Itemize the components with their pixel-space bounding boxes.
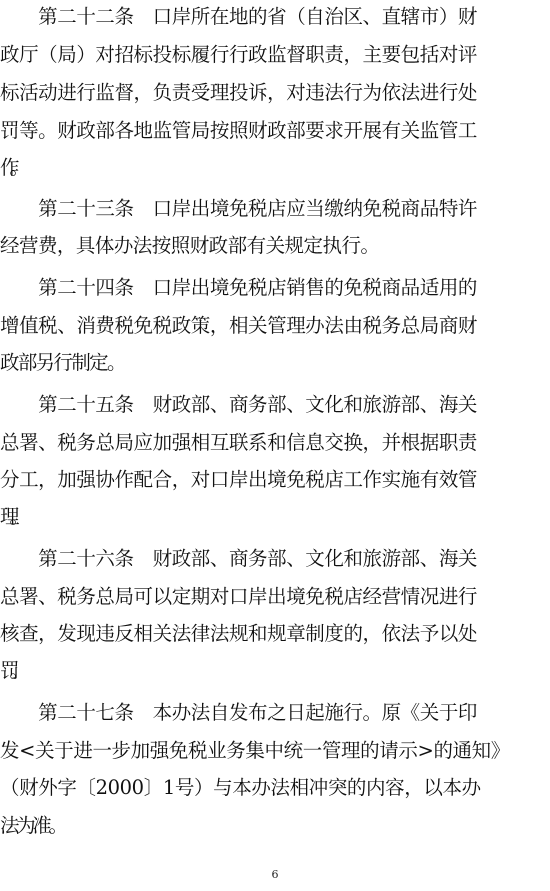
article-22-line-1: 第二十二条 口岸所在地的省（自治区、直辖市）财: [0, 5, 478, 28]
article-25-line-2: 总署、税务总局应加强相互联系和信息交换，并根据职责: [0, 431, 478, 454]
article-26-line-2: 总署、税务总局可以定期对口岸出境免税店经营情况进行: [0, 585, 478, 608]
article-26-line-4: 罚。: [0, 659, 20, 682]
article-26-line-3: 核查，发现违反相关法律法规和规章制度的，依法予以处: [0, 622, 478, 645]
article-22-line-3: 标活动进行监督，负责受理投诉，对违法行为依法进行处: [0, 81, 478, 104]
article-23-line-2: 经营费，具体办法按照财政部有关规定执行。: [0, 234, 380, 257]
article-27-line-2: 发<关于进一步加强免税业务集中统一管理的请示>的通知》: [0, 739, 510, 762]
article-24-line-1: 第二十四条 口岸出境免税店销售的免税商品适用的: [0, 276, 478, 299]
article-22-line-5: 作。: [0, 156, 20, 179]
article-26-line-1: 第二十六条 财政部、商务部、文化和旅游部、海关: [0, 547, 478, 570]
article-27-line-4: 法为准。: [0, 814, 65, 837]
article-25-line-4: 理。: [0, 505, 20, 528]
article-24-line-3: 政部另行制定。: [0, 351, 125, 374]
article-22-line-4: 罚等。财政部各地监管局按照财政部要求开展有关监管工: [0, 119, 478, 142]
article-25-line-1: 第二十五条 财政部、商务部、文化和旅游部、海关: [0, 393, 478, 416]
article-27-line-3: （财外字〔2000〕1号）与本办法相冲突的内容，以本办: [0, 776, 481, 799]
page-number: 6: [271, 868, 279, 881]
article-22-line-2: 政厅（局）对招标投标履行行政监督职责，主要包括对评: [0, 43, 478, 66]
article-24-line-2: 增值税、消费税免税政策，相关管理办法由税务总局商财: [0, 314, 478, 337]
article-27-line-1: 第二十七条 本办法自发布之日起施行。原《关于印: [0, 701, 478, 724]
article-23-line-1: 第二十三条 口岸出境免税店应当缴纳免税商品特许: [0, 197, 478, 220]
article-25-line-3: 分工，加强协作配合，对口岸出境免税店工作实施有效管: [0, 468, 478, 491]
